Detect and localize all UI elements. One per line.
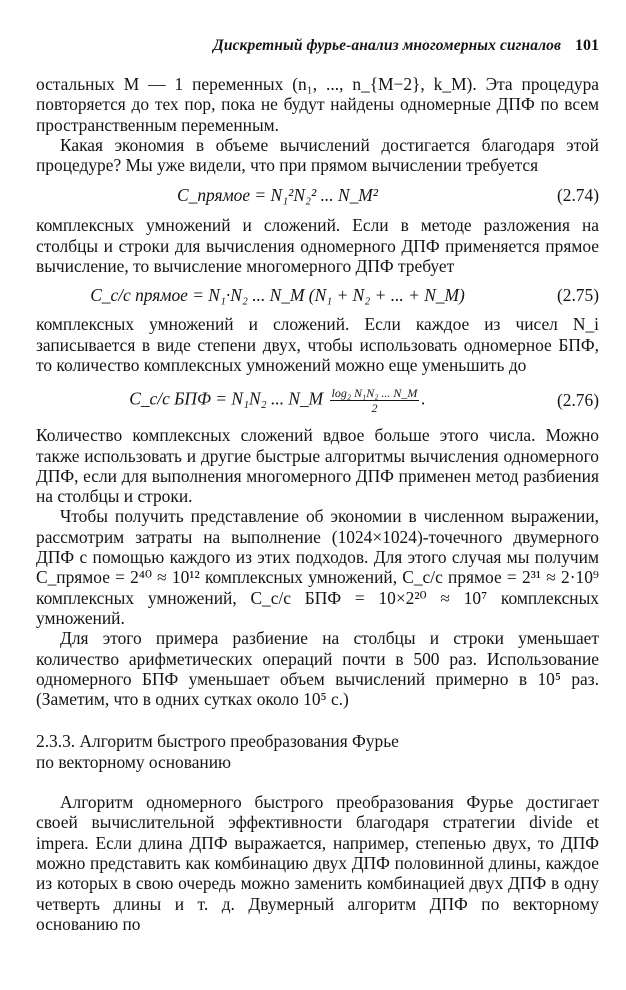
formula-2-74-expression: C_прямое = N₁²N₂² ... N_M²: [177, 185, 378, 206]
section-heading: [36, 731, 599, 772]
formula-2-76-denominator: 2: [371, 400, 378, 415]
formula-2-76-expression: [36, 386, 519, 415]
formula-2-75-expression: C_с/с прямое = N₁·N₂ ... N_M (N₁ + N₂ + ... + N_M): [90, 285, 465, 306]
running-header: [36, 37, 599, 55]
page-body: [36, 74, 599, 934]
formula-2-75: [36, 276, 599, 314]
formula-2-75-number: (2.75): [556, 285, 599, 306]
paragraph-6: Чтобы получить представление об экономии в численном выражении, рассмотрим затраты на выполнение (1024×1024)-точечного двумерного ДПФ с помощью каждого из этих подходов. Для этого случая мы получим C_прямое = 2⁴⁰ ≈ 10¹² комплексных умножений, C_с/с прямое = 2³¹ ≈ 2·10⁹ комплексных умножений, C_с/с БПФ = 10×2²⁰ ≈ 10⁷ комплексных умножений.: [36, 506, 599, 628]
formula-2-74: [36, 175, 599, 215]
formula-2-76-tail: .: [421, 388, 426, 409]
paragraph-1: остальных M — 1 переменных (n₁, ..., n_{M−2}, k_M). Эта процедура повторяется до тех пор, пока не будут найдены одномерные ДПФ по всем пространственным переменным.: [36, 74, 599, 135]
formula-2-76-fraction: [330, 386, 420, 415]
paragraph-5: Количество комплексных сложений вдвое больше этого числа. Можно также использовать и другие быстрые алгоритмы вычисления одномерного ДПФ, если для выполнения многомерного ДПФ применен метод разбиения на столбцы и строки.: [36, 425, 599, 507]
formula-2-76-lhs: C_с/с БПФ = N₁N₂ ... N_M: [129, 388, 324, 409]
paragraph-7: Для этого примера разбиение на столбцы и строки уменьшает количество арифметических операций почти в 500 раз. Использование одномерного БПФ уменьшает объем вычислений примерно в 10⁵ раз. (Заметим, что в одних сутках около 10⁵ с.): [36, 628, 599, 710]
paragraph-2: Какая экономия в объеме вычислений достигается благодаря этой процедуре? Мы уже видели, что при прямом вычислении требуется: [36, 134, 599, 176]
paragraph-4: комплексных умножений и сложений. Если каждое из чисел N_i записывается в виде степени двух, чтобы использовать одномерное БПФ, то количество комплексных умножений можно еще уменьшить до: [36, 314, 599, 375]
formula-2-74-number: (2.74): [556, 185, 599, 206]
paragraph-8: Алгоритм одномерного быстрого преобразования Фурье достигает своей вычислительной эффективности благодаря стратегии divide et impera. Если длина ДПФ выражается, например, степенью двух, то ДПФ можно представить как комбинацию двух ДПФ половинной длины, каждое из которых в свою очередь можно заменить комбинацией двух ДПФ в одну четверть длины и т. д. Двумерный алгоритм ДПФ по векторному основанию по: [36, 792, 599, 934]
section-heading-line-1: 2.3.3. Алгоритм быстрого преобразования Фурье: [36, 731, 399, 752]
running-title: Дискретный фурье-анализ многомерных сигналов: [213, 37, 561, 54]
page-number: 101: [575, 37, 599, 54]
formula-2-76: [36, 375, 599, 425]
paragraph-3: комплексных умножений и сложений. Если в методе разложения на столбцы и строки для вычисления одномерного ДПФ применяется прямое вычисление, то вычисление многомерного ДПФ требует: [36, 215, 599, 277]
section-heading-line-2: по векторному основанию: [36, 751, 232, 772]
formula-2-76-numerator: log₂ N₁N₂ ... N_M: [331, 385, 418, 400]
formula-2-76-number: (2.76): [556, 390, 599, 411]
